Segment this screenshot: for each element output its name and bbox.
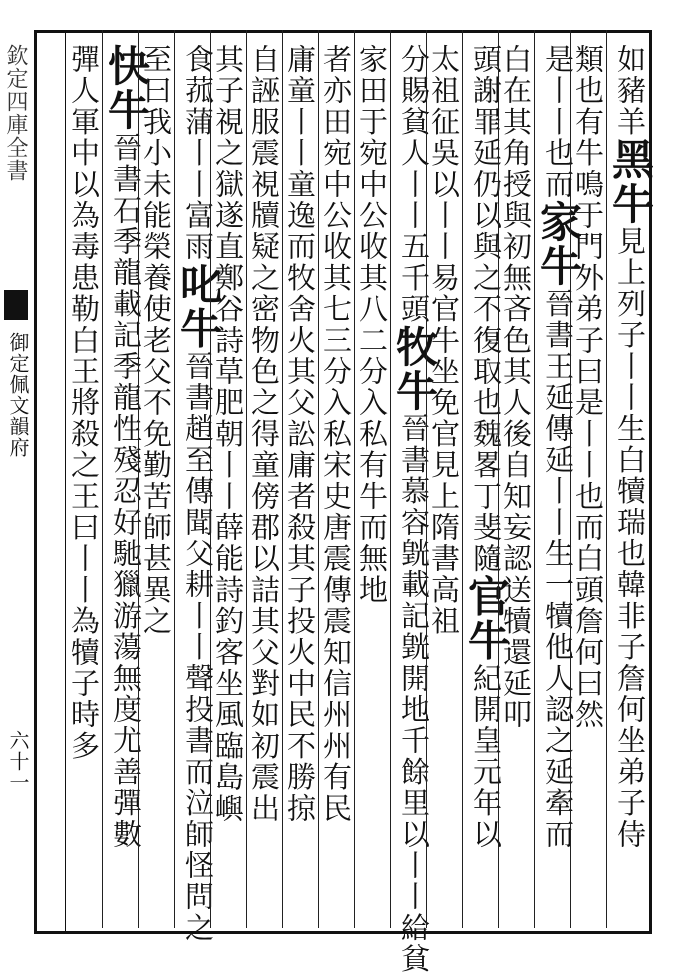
text-segment: 太祖征吳以丨丨易官牛坐免官 xyxy=(427,44,461,450)
column-rule xyxy=(102,30,103,928)
text-segment: 彈人軍中以為毒患勒白王將殺之王曰丨丨為犢子時多 xyxy=(67,44,101,762)
text-segment: 見上列子丨丨生白犢瑞也韓非子詹何坐弟子侍 xyxy=(613,226,647,851)
column-rule xyxy=(606,30,607,928)
headword: 牧牛 xyxy=(390,324,439,414)
text-segment: 授與初無吝色其人後自知妄認送犢還延叩 xyxy=(499,168,533,731)
headword: 黑牛 xyxy=(606,137,655,227)
text-segment: 晉書王延傳延丨丨生一犢他人認之延牽而 xyxy=(541,288,575,851)
column-rule xyxy=(138,30,139,928)
text-segment: 食菰蒲 xyxy=(181,44,215,138)
text-segment: 如豬羊 xyxy=(613,44,647,138)
text-segment: 自誣服震視牘疑之密物色之得童傍郡以詰其父對如初震出 xyxy=(247,44,281,824)
fishtail-mark xyxy=(4,290,28,320)
column-rule xyxy=(462,30,463,928)
text-column xyxy=(355,44,389,606)
page-number: 六十一 xyxy=(6,730,30,793)
book-title: 御定佩文韻府 xyxy=(6,332,30,458)
column-rule xyxy=(390,30,391,928)
text-column xyxy=(67,44,101,762)
text-segment: 分賜貧人丨丨五千頭 xyxy=(397,44,431,325)
column-rule xyxy=(426,30,427,928)
text-segment: 其子視之獄遂直鄭谷詩草肥朝丨丨薛能詩釣客坐風臨島嶼 xyxy=(211,44,245,824)
column-rule xyxy=(282,30,283,928)
headword: 家牛 xyxy=(534,200,583,289)
text-column xyxy=(462,44,511,851)
text-segment: 庸童丨丨童逸而牧舍火其父訟庸者殺其子投火中民不勝掠 xyxy=(283,44,317,824)
column-rule xyxy=(246,30,247,928)
text-segment: 類也 xyxy=(571,44,605,107)
column-rule xyxy=(318,30,319,928)
text-column xyxy=(534,44,583,851)
column-rule xyxy=(570,30,571,928)
text-segment: 至曰我小未能榮養使老父不免勤苦師甚異之 xyxy=(139,44,173,637)
text-column xyxy=(102,44,151,851)
column-rule xyxy=(534,30,535,928)
headword: 叱牛 xyxy=(174,262,223,351)
text-segment: 晉書慕容皝載記皝開地千餘里以丨丨給貧 xyxy=(397,413,431,975)
margin-rule xyxy=(65,33,66,931)
text-segment: 紀開皇元年以 xyxy=(469,662,503,851)
text-segment: 丨丨富 xyxy=(181,137,215,232)
column-rule xyxy=(498,30,499,928)
text-segment: 晉書趙至傳聞父耕丨丨聲投書而泣師怪問之 xyxy=(181,350,215,944)
text-segment: 晉書石季龍載記季龍性殘忍好馳獵游蕩無度尤善彈數 xyxy=(109,132,143,851)
margin-edge-text: 欽定四庫全書 xyxy=(3,44,28,182)
text-segment: 是丨丨也而 xyxy=(541,44,575,200)
text-column xyxy=(174,44,223,944)
text-column xyxy=(390,44,439,975)
headword: 官牛 xyxy=(462,574,511,663)
column-rule xyxy=(174,30,175,928)
text-column xyxy=(606,44,655,851)
text-column xyxy=(319,44,353,824)
text-segment: 頭謝罪延仍以與之不復取也魏畧丁斐隨 xyxy=(469,44,503,575)
text-segment: 見上隋書高祖 xyxy=(427,449,461,637)
text-segment: 家田于宛中公收其八二分入私有牛而無地 xyxy=(355,44,389,606)
text-column xyxy=(247,44,281,824)
text-column xyxy=(283,44,317,824)
column-rule xyxy=(354,30,355,928)
text-segment: 者亦田宛中公收其七三分入私宋史唐震傳震知信州州有民 xyxy=(319,44,353,824)
text-segment: 雨 xyxy=(181,231,215,263)
text-segment: 有牛鳴于門外弟子曰是丨丨也而白頭詹何曰然 xyxy=(571,106,605,731)
headword: 快牛 xyxy=(102,44,151,133)
column-rule xyxy=(210,30,211,928)
text-segment: 白在其角 xyxy=(499,44,533,169)
